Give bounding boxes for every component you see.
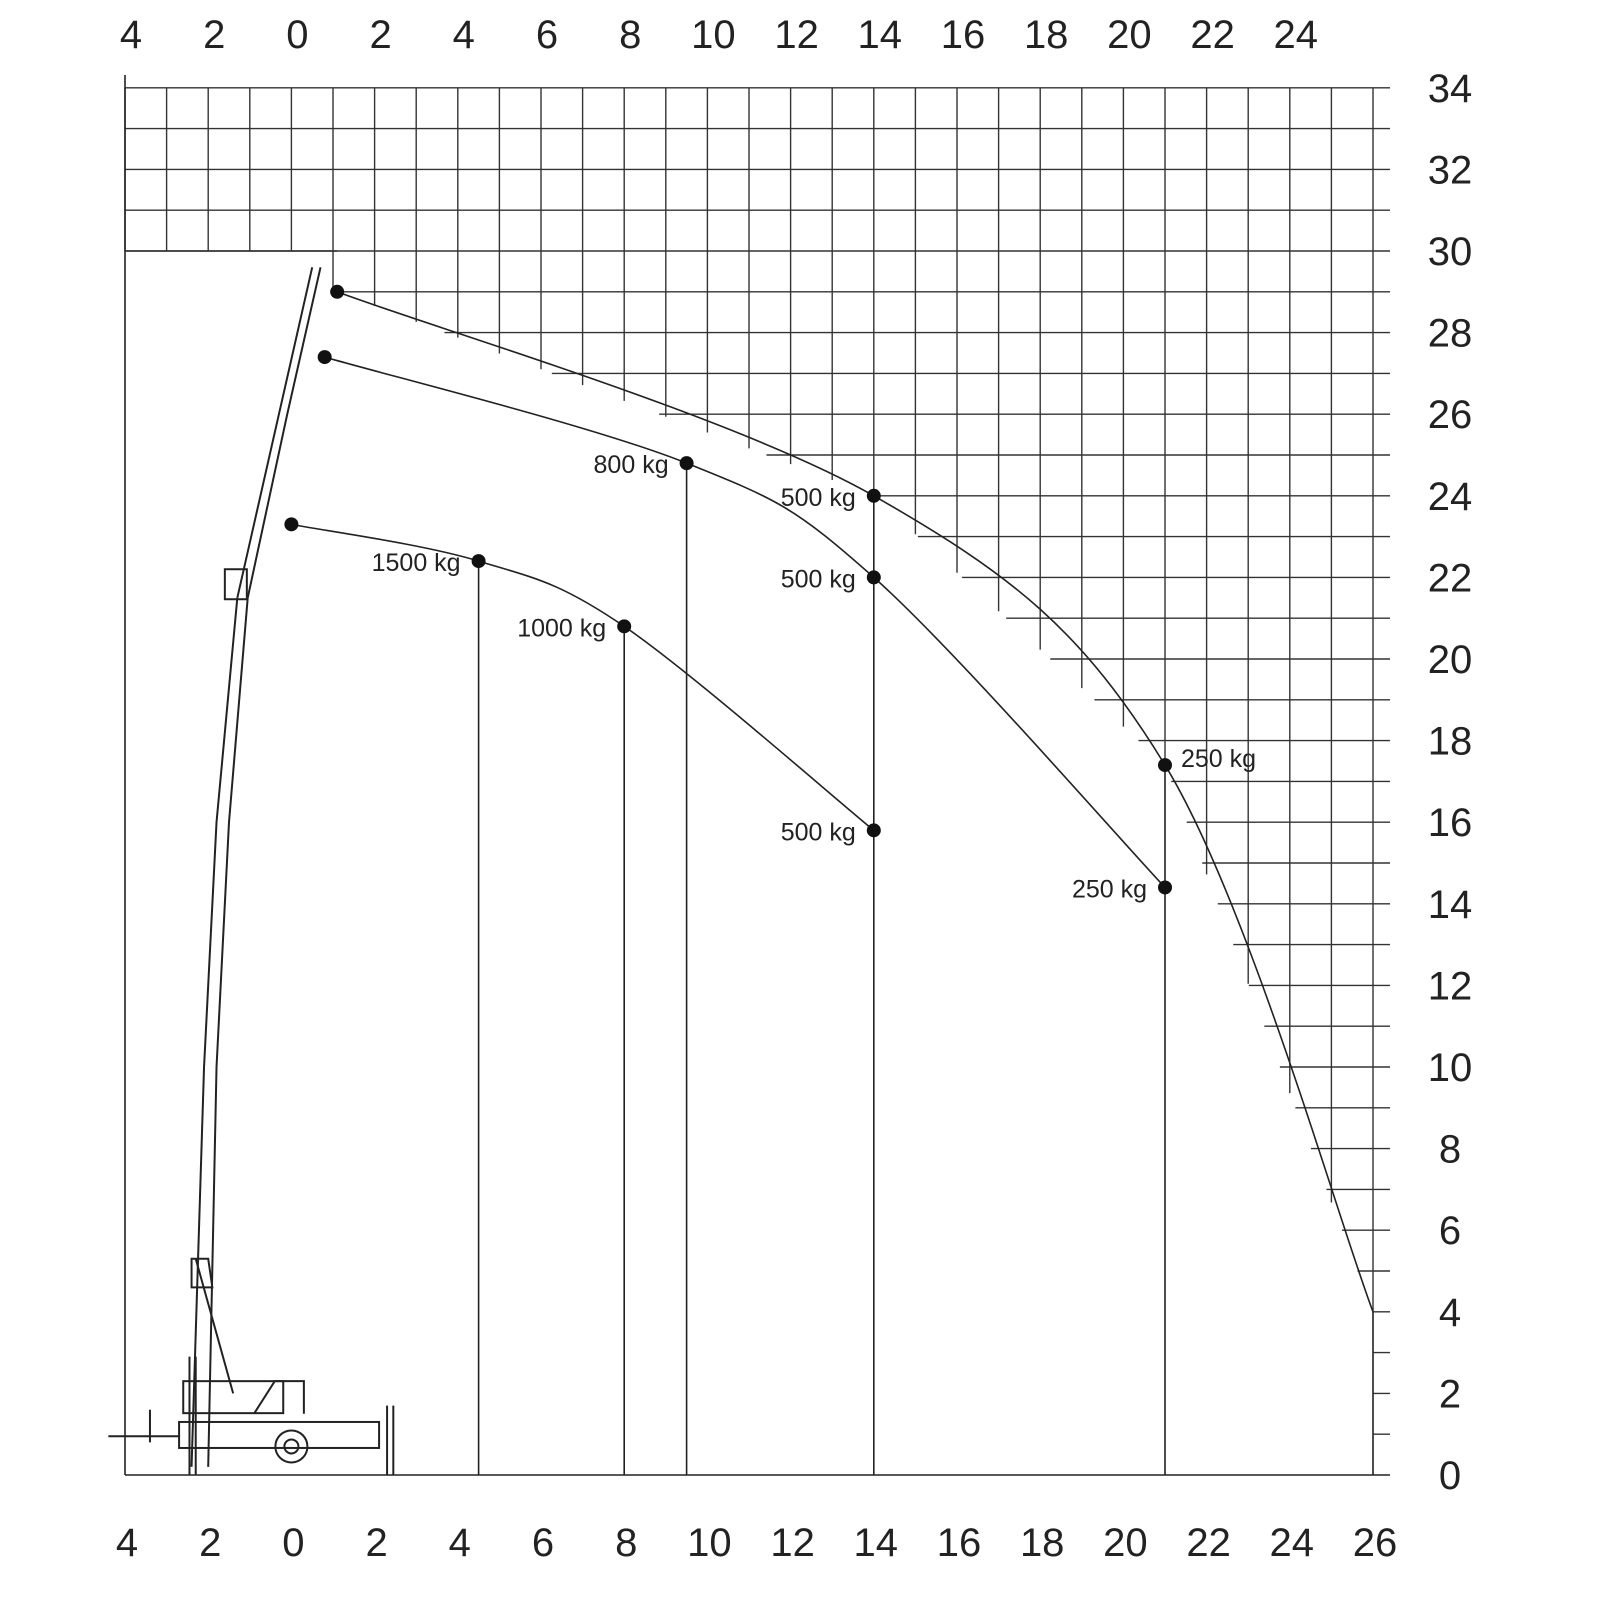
x-tick-bottom: 22 <box>1186 1521 1231 1565</box>
x-tick-top: 10 <box>691 13 736 57</box>
x-tick-bottom: 18 <box>1019 1521 1065 1565</box>
turret <box>183 1381 283 1413</box>
x-tick-bottom: 4 <box>448 1521 471 1565</box>
x-tick-top: 6 <box>535 13 559 57</box>
x-tick-bottom: 8 <box>615 1521 638 1565</box>
x-tick-top: 16 <box>940 13 986 57</box>
axis-ticks <box>116 13 1472 1565</box>
y-tick: 20 <box>1427 638 1473 682</box>
x-tick-bottom: 2 <box>199 1521 222 1565</box>
boom-lower-left <box>192 598 238 1467</box>
x-tick-bottom: 16 <box>936 1521 982 1565</box>
load-marker <box>284 517 298 531</box>
load-marker <box>867 823 881 837</box>
y-tick: 2 <box>1438 1372 1462 1417</box>
x-tick-top: 12 <box>774 13 819 57</box>
y-tick: 12 <box>1427 964 1473 1009</box>
boom-upper-left <box>237 267 312 597</box>
x-tick-top: 22 <box>1190 13 1235 57</box>
x-tick-top: 8 <box>619 13 642 57</box>
load-marker <box>1158 758 1172 772</box>
x-tick-top: 4 <box>452 13 475 57</box>
y-tick: 6 <box>1438 1209 1462 1254</box>
y-tick: 16 <box>1427 801 1473 846</box>
y-tick: 18 <box>1427 719 1473 764</box>
x-tick-bottom: 0 <box>282 1521 305 1565</box>
load-marker <box>680 456 694 470</box>
y-tick: 8 <box>1438 1127 1462 1172</box>
load-label: 500 kg <box>780 483 856 512</box>
y-tick: 34 <box>1427 66 1473 111</box>
y-tick: 10 <box>1427 1046 1473 1090</box>
x-tick-bottom: 24 <box>1269 1521 1315 1565</box>
x-tick-bottom: 14 <box>853 1521 899 1565</box>
load-marker <box>867 489 881 503</box>
boom-upper-right <box>248 267 321 597</box>
x-tick-bottom: 2 <box>365 1521 388 1565</box>
load-label: 250 kg <box>1071 875 1147 904</box>
y-tick: 14 <box>1427 882 1473 927</box>
load-label: 800 kg <box>593 451 669 480</box>
load-marker <box>330 285 344 299</box>
load-label: 1000 kg <box>517 614 607 643</box>
y-tick: 28 <box>1427 311 1473 356</box>
x-tick-top: 18 <box>1023 13 1069 57</box>
x-tick-top: 2 <box>369 13 392 57</box>
x-tick-top: 14 <box>857 13 903 57</box>
y-tick: 0 <box>1438 1454 1462 1498</box>
wheel-hub <box>284 1439 298 1453</box>
x-tick-top: 20 <box>1107 13 1152 57</box>
x-tick-bottom: 20 <box>1103 1521 1148 1565</box>
load-label: 1500 kg <box>371 549 461 578</box>
y-tick: 22 <box>1427 556 1473 601</box>
load-markers <box>284 285 1172 895</box>
x-tick-top: 24 <box>1273 13 1319 57</box>
turret-frame <box>254 1381 304 1414</box>
y-tick: 24 <box>1427 474 1473 519</box>
x-tick-top: 4 <box>119 13 143 57</box>
load-marker <box>867 570 881 584</box>
x-tick-bottom: 12 <box>770 1521 815 1565</box>
load-curve-1 <box>337 292 1373 1475</box>
grid <box>125 75 1390 1475</box>
y-tick: 30 <box>1427 230 1473 274</box>
x-tick-top: 0 <box>286 13 309 57</box>
load-curve-2 <box>325 357 1165 887</box>
load-marker <box>472 554 486 568</box>
load-label: 500 kg <box>780 565 856 594</box>
boom-lower-right <box>208 598 248 1467</box>
x-tick-bottom: 4 <box>115 1521 139 1565</box>
load-label: 500 kg <box>780 818 856 847</box>
lift-cylinder <box>196 1259 233 1394</box>
y-tick: 26 <box>1427 393 1473 438</box>
x-tick-top: 2 <box>203 13 226 57</box>
x-tick-bottom: 10 <box>687 1521 732 1565</box>
load-marker <box>617 619 631 633</box>
y-tick: 4 <box>1438 1290 1462 1335</box>
x-tick-bottom: 6 <box>531 1521 555 1565</box>
load-label: 250 kg <box>1181 745 1257 774</box>
x-tick-bottom: 26 <box>1352 1521 1398 1565</box>
wheel <box>275 1430 307 1462</box>
load-marker <box>1158 880 1172 894</box>
load-marker <box>318 350 332 364</box>
y-tick: 32 <box>1427 148 1473 193</box>
crane-illustration <box>108 267 393 1475</box>
